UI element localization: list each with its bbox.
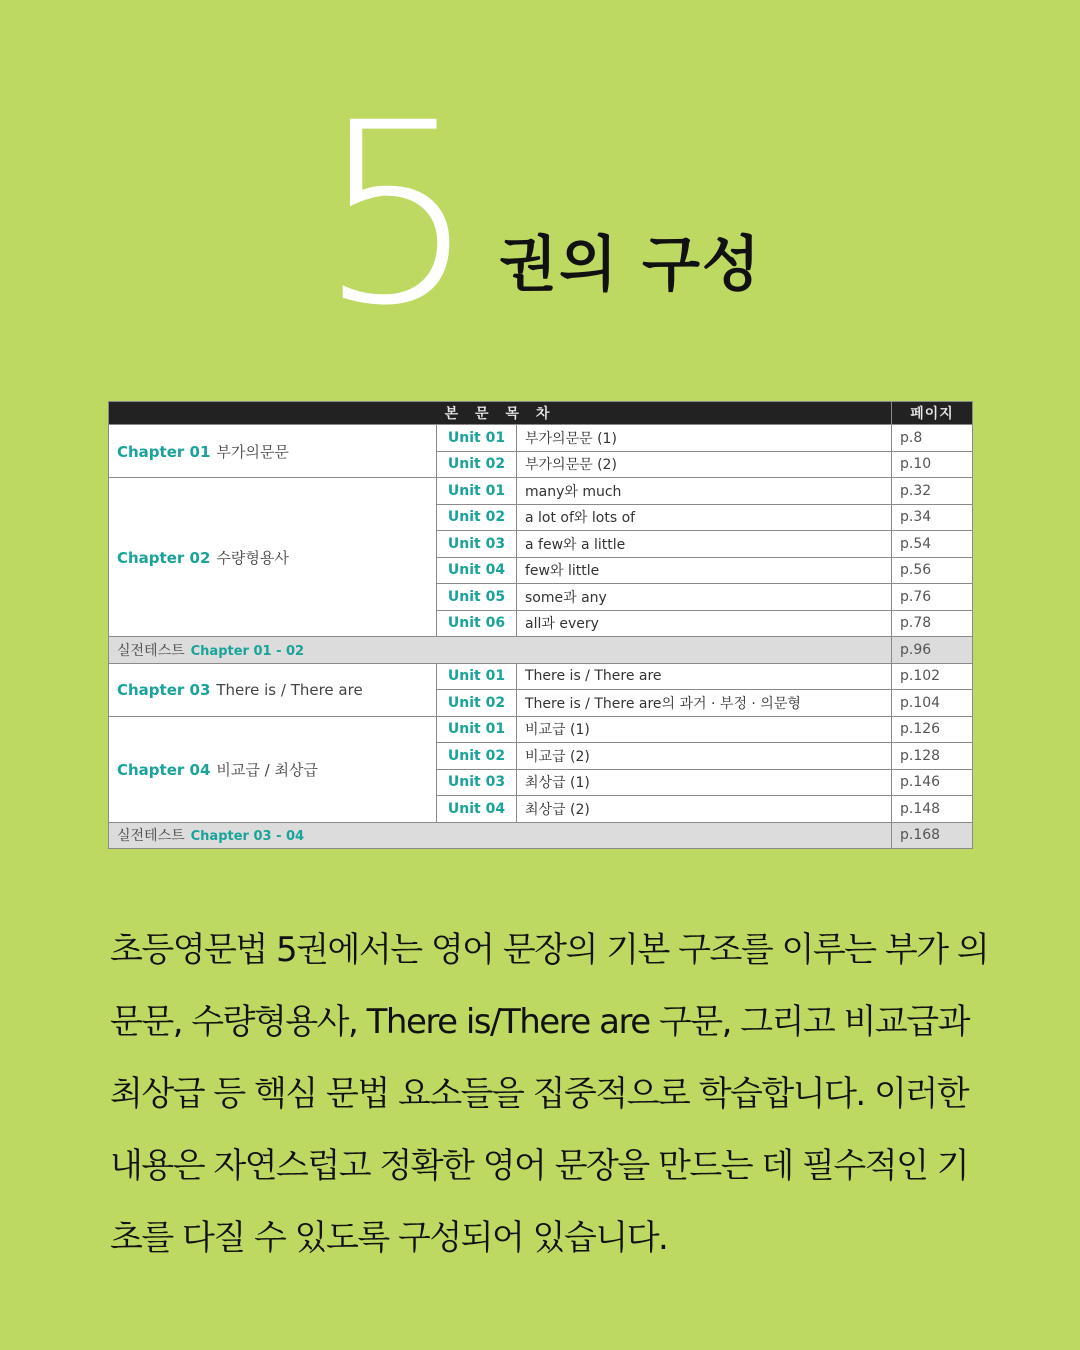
topic-cell: a lot of와 lots of <box>517 504 892 531</box>
page-cell: p.76 <box>892 584 973 611</box>
chapter-cell <box>109 716 437 822</box>
test-row <box>109 637 973 664</box>
topic-cell: few와 little <box>517 557 892 584</box>
test-row <box>109 822 973 849</box>
topic-cell: 부가의문문 (1) <box>517 425 892 452</box>
test-chapters: Chapter 03 - 04 <box>190 829 305 845</box>
topic-cell: 비교급 (2) <box>517 743 892 770</box>
topic-cell: There is / There are의 과거 · 부정 · 의문형 <box>517 690 892 717</box>
title-text: 권의 구성 <box>499 230 762 300</box>
page-title <box>0 69 1080 360</box>
toc-page-header: 페이지 <box>892 402 973 425</box>
page-cell: p.34 <box>892 504 973 531</box>
page-cell: p.146 <box>892 769 973 796</box>
topic-cell: There is / There are <box>517 663 892 690</box>
page-cell: p.96 <box>892 637 973 664</box>
chapter-name: 부가의문문 <box>216 442 289 461</box>
unit-cell: Unit 02 <box>437 451 517 478</box>
page-cell: p.78 <box>892 610 973 637</box>
chapter-cell <box>109 425 437 478</box>
topic-cell: 최상급 (2) <box>517 796 892 823</box>
chapter-label: Chapter 02 <box>117 548 211 567</box>
unit-cell: Unit 06 <box>437 610 517 637</box>
page-cell: p.56 <box>892 557 973 584</box>
page-cell: p.126 <box>892 716 973 743</box>
page-cell: p.8 <box>892 425 973 452</box>
test-chapters: Chapter 01 - 02 <box>190 643 305 659</box>
test-label: 실전테스트 <box>117 642 185 659</box>
page-cell: p.102 <box>892 663 973 690</box>
chapter-label: Chapter 04 <box>117 760 211 779</box>
unit-cell: Unit 04 <box>437 796 517 823</box>
topic-cell: all과 every <box>517 610 892 637</box>
unit-cell: Unit 02 <box>437 690 517 717</box>
unit-cell: Unit 03 <box>437 769 517 796</box>
chapter-label: Chapter 01 <box>117 442 211 461</box>
topic-cell: 부가의문문 (2) <box>517 451 892 478</box>
test-cell <box>109 822 892 849</box>
topic-cell: many와 much <box>517 478 892 505</box>
chapter-cell <box>109 663 437 716</box>
unit-cell: Unit 02 <box>437 743 517 770</box>
chapter-name: 비교급 / 최상급 <box>216 760 318 779</box>
page-cell: p.168 <box>892 822 973 849</box>
table-row <box>109 425 973 452</box>
description-text: 초등영문법 5권에서는 영어 문장의 기본 구조를 이루는 부가 의문문, 수량형용사, There is/There are 구문, 그리고 비교급과 최상급 등 핵심 문법 요소들을 집중적으로 학습합니다. 이러한 내용은 자연스럽고 정확한 영어 문장을 만드는 데 필수적인 기초를 다질 수 있도록 구성되어 있습니다. <box>110 930 989 1258</box>
topic-cell: some과 any <box>517 584 892 611</box>
topic-cell: 최상급 (1) <box>517 769 892 796</box>
unit-cell: Unit 01 <box>437 478 517 505</box>
chapter-name: There is / There are <box>216 680 363 699</box>
unit-cell: Unit 01 <box>437 425 517 452</box>
page-cell: p.128 <box>892 743 973 770</box>
table-of-contents <box>108 401 973 849</box>
toc-header: 본 문 목 차 <box>109 402 892 425</box>
page-cell: p.104 <box>892 690 973 717</box>
table-row <box>109 663 973 690</box>
unit-cell: Unit 04 <box>437 557 517 584</box>
chapter-name: 수량형용사 <box>216 548 289 567</box>
page-cell: p.148 <box>892 796 973 823</box>
table-row <box>109 478 973 505</box>
page-cell: p.32 <box>892 478 973 505</box>
chapter-cell <box>109 478 437 637</box>
unit-cell: Unit 05 <box>437 584 517 611</box>
unit-cell: Unit 03 <box>437 531 517 558</box>
unit-cell: Unit 02 <box>437 504 517 531</box>
unit-cell: Unit 01 <box>437 716 517 743</box>
test-label: 실전테스트 <box>117 828 185 845</box>
volume-number: 5 <box>318 69 478 360</box>
unit-cell: Unit 01 <box>437 663 517 690</box>
page-cell: p.10 <box>892 451 973 478</box>
test-cell <box>109 637 892 664</box>
topic-cell: a few와 a little <box>517 531 892 558</box>
topic-cell: 비교급 (1) <box>517 716 892 743</box>
table-row <box>109 716 973 743</box>
chapter-label: Chapter 03 <box>117 680 211 699</box>
page-cell: p.54 <box>892 531 973 558</box>
